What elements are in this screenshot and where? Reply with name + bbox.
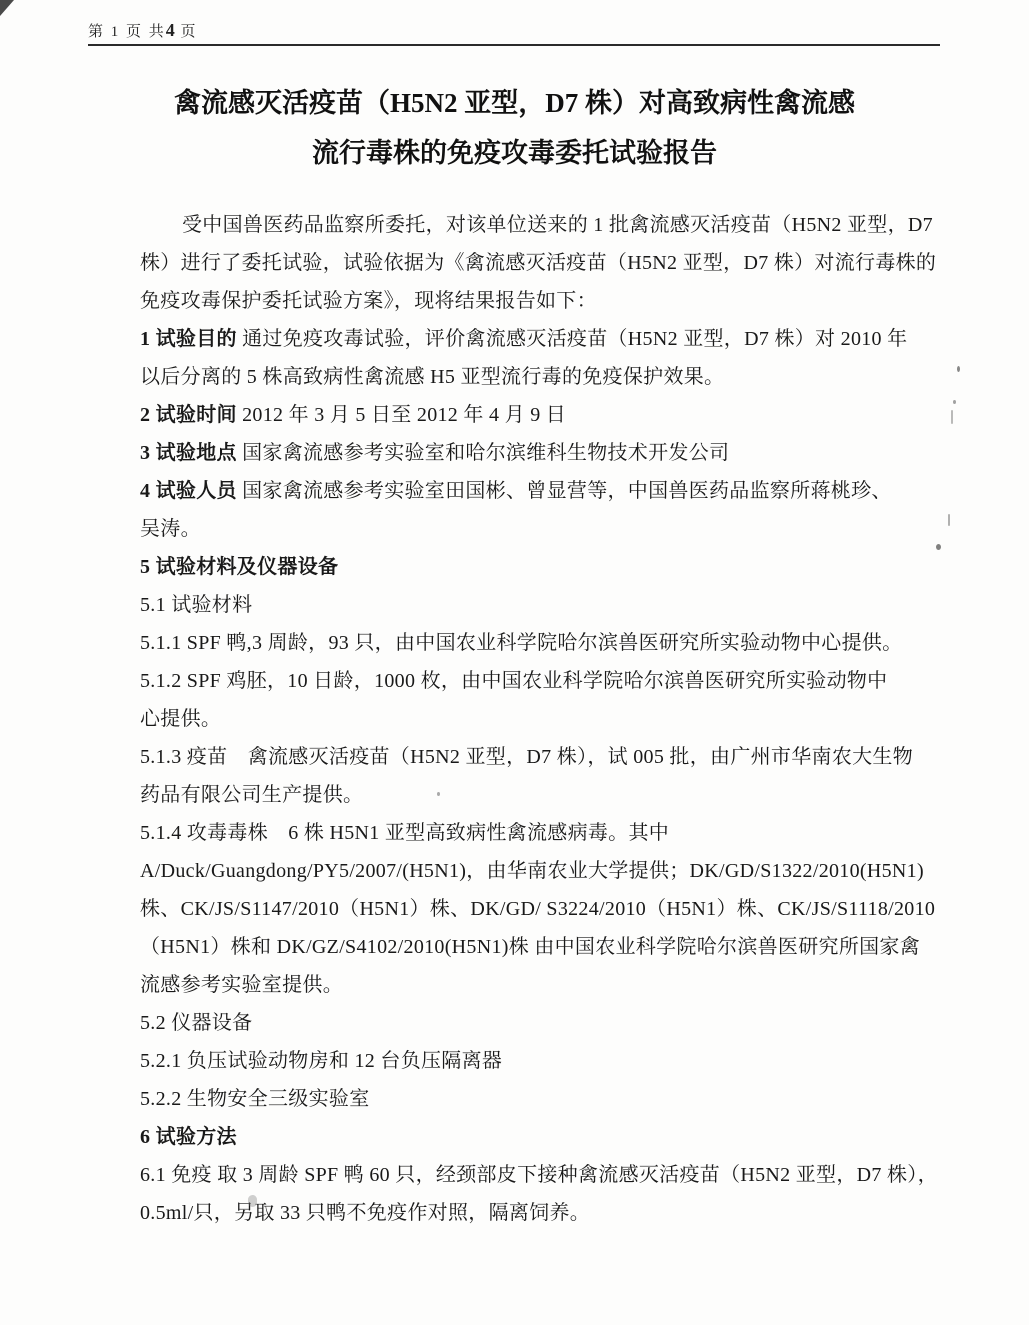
report-title: [0, 78, 1029, 178]
text-line: 5.2.2 生物安全三级实验室: [140, 1088, 370, 1110]
scan-speck: [248, 1195, 257, 1207]
text-line: 0.5ml/只，另取 33 只鸭不免疫作对照，隔离饲养。: [140, 1202, 591, 1224]
text-line: 5.1.4 攻毒毒株 6 株 H5N1 亚型高致病性禽流感病毒。其中: [140, 822, 670, 844]
scan-speck: [948, 514, 950, 526]
text-line: 2 试验时间 2012 年 3 月 5 日至 2012 年 4 月 9 日: [140, 404, 567, 426]
text-line: 5 试验材料及仪器设备: [140, 556, 339, 578]
text-line: 3 试验地点 国家禽流感参考实验室和哈尔滨维科生物技术开发公司: [140, 442, 730, 464]
text-line: 以后分离的 5 株高致病性禽流感 H5 亚型流行毒的免疫保护效果。: [140, 366, 725, 388]
text-line: 5.1.1 SPF 鸭,3 周龄，93 只，由中国农业科学院哈尔滨兽医研究所实验动物中心提供。: [140, 632, 903, 654]
page-number-label: 第 1 页 共4 页: [88, 20, 198, 40]
report-body: [140, 206, 938, 1232]
text-line: 心提供。: [140, 708, 222, 730]
text-line: 1 试验目的 通过免疫攻毒试验，评价禽流感灭活疫苗（H5N2 亚型，D7 株）对 2010 年: [140, 328, 908, 350]
text-line: 株）进行了委托试验，试验依据为《禽流感灭活疫苗（H5N2 亚型，D7 株）对流行毒株的: [140, 252, 937, 274]
text-line: 5.1.3 疫苗 禽流感灭活疫苗（H5N2 亚型，D7 株），试 005 批，由广州市华南农大生物: [140, 746, 914, 768]
text-line: 5.2 仪器设备: [140, 1012, 253, 1034]
text-line: 株、CK/JS/S1147/2010（H5N1）株、DK/GD/ S3224/2010（H5N1）株、CK/JS/S1118/2010: [140, 898, 936, 920]
text-line: 流感参考实验室提供。: [140, 974, 343, 996]
scan-speck: [437, 792, 440, 796]
scan-speck: [957, 366, 960, 372]
text-line: 6 试验方法: [140, 1126, 237, 1148]
scan-speck: [936, 544, 941, 550]
report-title-line1: 禽流感灭活疫苗（H5N2 亚型，D7 株）对高致病性禽流感: [174, 88, 855, 118]
text-line: 受中国兽医药品监察所委托，对该单位送来的 1 批禽流感灭活疫苗（H5N2 亚型，D7: [182, 214, 933, 236]
scan-corner-artifact: [0, 0, 14, 16]
text-line: 药品有限公司生产提供。: [140, 784, 364, 806]
page-header: [88, 20, 940, 46]
text-line: 免疫攻毒保护委托试验方案》，现将结果报告如下：: [140, 290, 597, 312]
text-line: A/Duck/Guangdong/PY5/2007/(H5N1)，由华南农业大学提供；DK/GD/S1322/2010(H5N1): [140, 860, 924, 882]
text-line: 6.1 免疫 取 3 周龄 SPF 鸭 60 只，经颈部皮下接种禽流感灭活疫苗（H5N2 亚型，D7 株），: [140, 1164, 938, 1186]
report-title-line2: 流行毒株的免疫攻毒委托试验报告: [312, 138, 717, 168]
text-line: 4 试验人员 国家禽流感参考实验室田国彬、曾显营等，中国兽医药品监察所蒋桃珍、: [140, 480, 892, 502]
text-line: 5.1.2 SPF 鸡胚，10 日龄，1000 枚，由中国农业科学院哈尔滨兽医研究所实验动物中: [140, 670, 888, 692]
scan-speck: [953, 400, 956, 404]
text-line: 5.1 试验材料: [140, 594, 253, 616]
scan-speck: [951, 410, 953, 424]
text-line: （H5N1）株和 DK/GZ/S4102/2010(H5N1)株 由中国农业科学院哈尔滨兽医研究所国家禽: [140, 936, 921, 958]
text-line: 5.2.1 负压试验动物房和 12 台负压隔离器: [140, 1050, 503, 1072]
text-line: 吴涛。: [140, 518, 201, 540]
page-total-number: 4: [165, 20, 175, 40]
